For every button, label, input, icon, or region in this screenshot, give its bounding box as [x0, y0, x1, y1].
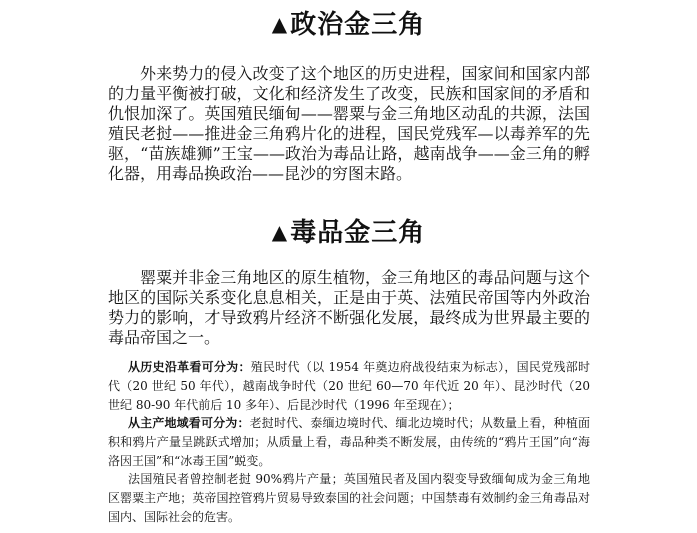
summary-note-text: 法国殖民者曾控制老挝 90%鸦片产量；英国殖民者及国内裂变导致缅甸成为金三角地区罂粟主产地；英帝国控管鸦片贸易导致泰国的社会问题；中国禁毒有效制约金三角毒品对国内、国际社会的危害。	[108, 472, 590, 524]
section-title-text: 毒品金三角	[290, 218, 426, 248]
summary-note	[108, 470, 590, 527]
region-note-lead: 从主产地域看可分为：	[128, 416, 250, 430]
history-note-text: 殖民时代（以 1954 年奠边府战役结束为标志），国民党残部时代（20 世纪 50 年代），越南战争时代（20 世纪 60—70 年代近 20 年）、昆沙时代（20 世纪 80-90 年代前后 10 多年）、后昆沙时代（1996 年至现在）；	[108, 360, 590, 412]
section-title-political	[0, 8, 697, 41]
political-paragraph: 外来势力的侵入改变了这个地区的历史进程，国家间和国家内部的力量平衡被打破，文化和经济发生了改变，民族和国家间的矛盾和仇恨加深了。英国殖民缅甸——罂粟与金三角地区动乱的共源，法国殖民老挝——推进金三角鸦片化的进程，国民党残军—以毒养军的先驱，“苗族雄狮”王宝——政治为毒品让路，越南战争——金三角的孵化器，用毒品换政治——昆沙的穷图末路。	[108, 64, 590, 183]
region-note-text: 老挝时代、泰缅边境时代、缅北边境时代；从数量上看，种植面积和鸦片产量呈跳跃式增加；从质量上看，毒品种类不断发展，由传统的“鸦片王国”向“海洛因王国”和“冰毒王国”蜕变。	[108, 416, 590, 468]
triangle-icon: ▲	[271, 12, 289, 36]
section-title-text: 政治金三角	[290, 10, 426, 40]
drug-paragraph: 罂粟并非金三角地区的原生植物，金三角地区的毒品问题与这个地区的国际关系变化息息相关，正是由于英、法殖民帝国等内外政治势力的影响，才导致鸦片经济不断强化发展，最终成为世界最主要的毒品帝国之一。	[108, 268, 590, 347]
section-title-drug	[0, 216, 697, 249]
history-note	[108, 358, 590, 415]
region-note	[108, 414, 590, 471]
triangle-icon: ▲	[271, 220, 289, 244]
history-note-lead: 从历史沿革看可分为：	[128, 360, 251, 374]
